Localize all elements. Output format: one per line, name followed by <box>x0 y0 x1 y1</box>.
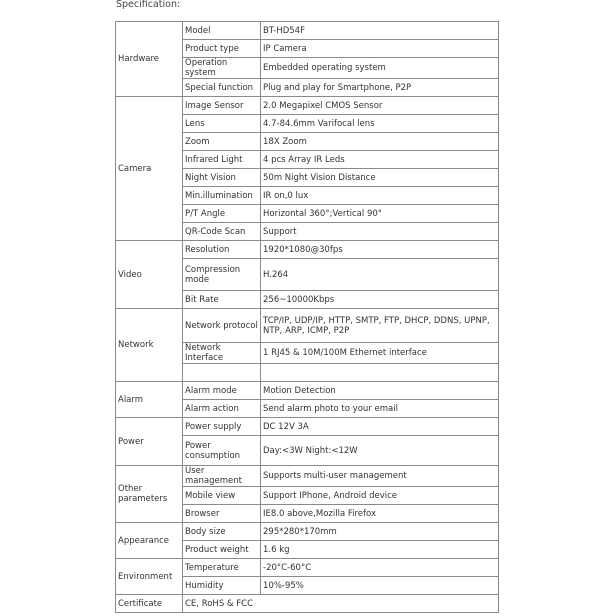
spec-value: Horizontal 360°;Vertical 90° <box>261 205 499 223</box>
table-row <box>116 382 499 400</box>
spec-label: Network protocol <box>183 309 261 343</box>
spec-value: Motion Detection <box>261 382 499 400</box>
spec-label: Resolution <box>183 241 261 259</box>
spec-value: 295*280*170mm <box>261 523 499 541</box>
spec-value: 1.6 kg <box>261 541 499 559</box>
category-camera: Camera <box>116 97 183 241</box>
spec-value: Embedded operating system <box>261 58 499 79</box>
spec-value: 50m Night Vision Distance <box>261 169 499 187</box>
spec-value: Plug and play for Smartphone, P2P <box>261 79 499 97</box>
spec-value: Support <box>261 223 499 241</box>
category-certificate: Certificate <box>116 595 183 613</box>
table-row <box>116 22 499 40</box>
spec-label <box>183 364 261 382</box>
spec-label: Browser <box>183 505 261 523</box>
specification-table <box>115 21 499 613</box>
spec-label: Humidity <box>183 577 261 595</box>
category-other-parameters: Other parameters <box>116 466 183 523</box>
spec-value: 4.7-84.6mm Varifocal lens <box>261 115 499 133</box>
spec-label: P/T Angle <box>183 205 261 223</box>
spec-value: -20°C-60°C <box>261 559 499 577</box>
spec-value: TCP/IP, UDP/IP, HTTP, SMTP, FTP, DHCP, DDNS, UPNP, NTP, ARP, ICMP, P2P <box>261 309 499 343</box>
spec-value: DC 12V 3A <box>261 418 499 436</box>
spec-label: Alarm mode <box>183 382 261 400</box>
spec-value: 1920*1080@30fps <box>261 241 499 259</box>
category-hardware: Hardware <box>116 22 183 97</box>
category-power: Power <box>116 418 183 466</box>
spec-label: Mobile view <box>183 487 261 505</box>
page-title: Specification: <box>116 0 181 10</box>
spec-label: Product weight <box>183 541 261 559</box>
spec-value: IE8.0 above,Mozilla Firefox <box>261 505 499 523</box>
spec-label: User management <box>183 466 261 487</box>
spec-label: Power supply <box>183 418 261 436</box>
table-row <box>116 559 499 577</box>
spec-label: Special function <box>183 79 261 97</box>
category-alarm: Alarm <box>116 382 183 418</box>
spec-value: H.264 <box>261 259 499 291</box>
spec-label: Compression mode <box>183 259 261 291</box>
spec-label: Lens <box>183 115 261 133</box>
spec-label: Alarm action <box>183 400 261 418</box>
spec-value: BT-HD54F <box>261 22 499 40</box>
spec-value: IP Camera <box>261 40 499 58</box>
category-network: Network <box>116 309 183 382</box>
spec-label: Power consumption <box>183 436 261 466</box>
category-appearance: Appearance <box>116 523 183 559</box>
spec-label: Operation system <box>183 58 261 79</box>
table-row <box>116 418 499 436</box>
spec-value: Supports multi-user management <box>261 466 499 487</box>
table-row <box>116 523 499 541</box>
spec-label: Network Interface <box>183 343 261 364</box>
spec-label: Bit Rate <box>183 291 261 309</box>
spec-label: Night Vision <box>183 169 261 187</box>
spec-value: 4 pcs Array IR Leds <box>261 151 499 169</box>
spec-label: Image Sensor <box>183 97 261 115</box>
spec-value: 1 RJ45 & 10M/100M Ethernet interface <box>261 343 499 364</box>
spec-value: 256~10000Kbps <box>261 291 499 309</box>
spec-label: Min.illumination <box>183 187 261 205</box>
table-row <box>116 241 499 259</box>
table-row <box>116 595 499 613</box>
spec-value <box>261 364 499 382</box>
spec-label: Model <box>183 22 261 40</box>
category-environment: Environment <box>116 559 183 595</box>
spec-label: Product type <box>183 40 261 58</box>
spec-value: CE, RoHS & FCC <box>183 595 499 613</box>
table-row <box>116 309 499 343</box>
table-row <box>116 97 499 115</box>
spec-label: Temperature <box>183 559 261 577</box>
spec-label: Zoom <box>183 133 261 151</box>
spec-label: Body size <box>183 523 261 541</box>
spec-label: Infrared Light <box>183 151 261 169</box>
spec-value: IR on,0 lux <box>261 187 499 205</box>
spec-value: Send alarm photo to your email <box>261 400 499 418</box>
spec-value: 10%-95% <box>261 577 499 595</box>
spec-value: 18X Zoom <box>261 133 499 151</box>
spec-value: Day:<3W Night:<12W <box>261 436 499 466</box>
category-video: Video <box>116 241 183 309</box>
table-row <box>116 466 499 487</box>
spec-value: 2.0 Megapixel CMOS Sensor <box>261 97 499 115</box>
spec-value: Support IPhone, Android device <box>261 487 499 505</box>
spec-label: QR-Code Scan <box>183 223 261 241</box>
